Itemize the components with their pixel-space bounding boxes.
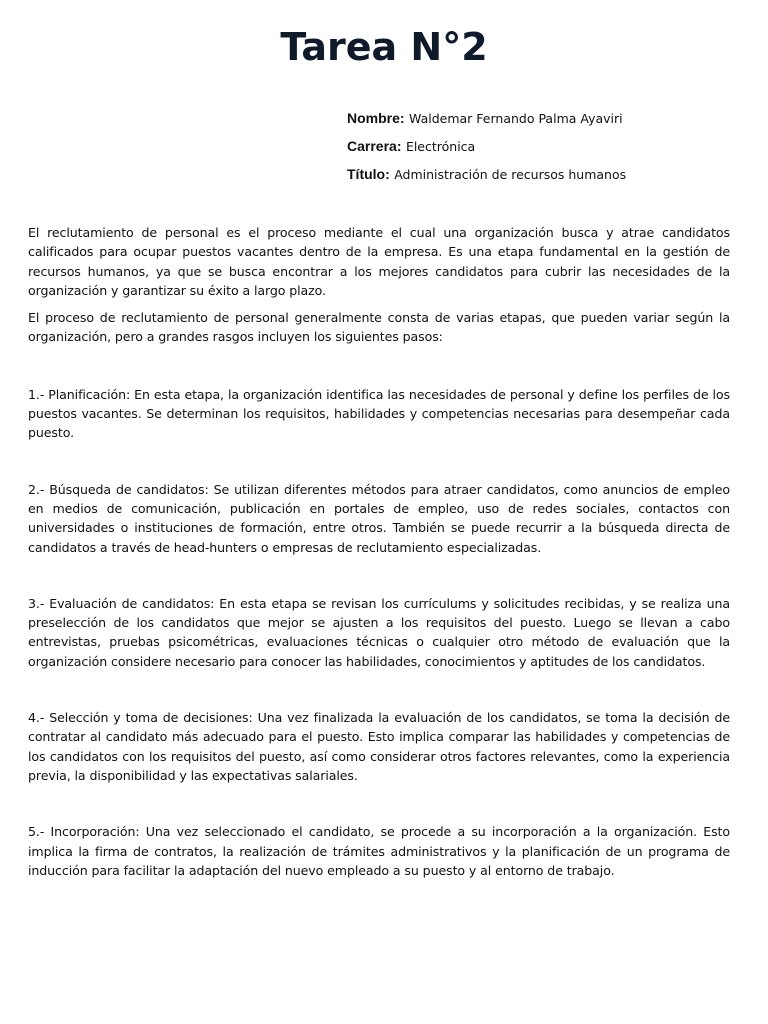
step-planificacion: 1.- Planificación: En esta etapa, la organización identifica las necesidades de personal y define los perfiles de los puestos vacantes. Se determinan los requisitos, habilidades y competencias necesarias para desempeñar cada puesto. <box>28 386 730 441</box>
carrera-row <box>347 136 747 164</box>
stages-paragraph: El proceso de reclutamiento de personal generalmente consta de varias etapas, que pueden variar según la organización, pero a grandes rasgos incluyen los siguientes pasos: <box>28 310 730 345</box>
student-info-block <box>347 108 747 192</box>
step-incorporacion: 5.- Incorporación: Una vez seleccionado el candidato, se procede a su incorporación a la organización. Esto implica la firma de contratos, la realización de trámites administrativos y la planificación de un programa de inducción para facilitar la adaptación del nuevo empleado a su puesto y al entorno de trabajo. <box>28 824 730 878</box>
step-evaluacion: 3.- Evaluación de candidatos: En esta etapa se revisan los currículums y solicitudes recibidas, y se realiza una preselección de los candidatos que mejor se ajusten a los requisitos del puesto. Luego se llevan a cabo entrevistas, pruebas psicométricas, evaluaciones técnicas o cualquier otro método de evaluación que la organización considere necesario para conocer las habilidades, conocimientos y aptitudes de los candidatos. <box>28 595 730 669</box>
nombre-value: Waldemar Fernando Palma Ayaviri <box>409 111 623 126</box>
nombre-row <box>347 108 747 136</box>
step-busqueda: 2.- Búsqueda de candidatos: Se utilizan diferentes métodos para atraer candidatos, como anuncios de empleo en medios de comunicación, publicación en portales de empleo, uso de redes sociales, contactos con universidades o instituciones de formación, entre otros. También se puede recurrir a la búsqueda directa de candidatos a través de head-hunters o empresas de reclutamiento especializadas. <box>28 481 730 555</box>
titulo-row <box>347 164 747 192</box>
carrera-label: Carrera: <box>347 138 402 154</box>
intro-paragraph: El reclutamiento de personal es el proceso mediante el cual una organización busca y atrae candidatos calificados para ocupar puestos vacantes dentro de la empresa. Es una etapa fundamental en la gestión de recursos humanos, ya que se busca encontrar a los mejores candidatos para cubrir las necesidades de la organización y garantizar su éxito a largo plazo. <box>28 225 730 298</box>
document-title: Tarea N°2 <box>280 25 488 69</box>
carrera-value: Electrónica <box>405 139 476 154</box>
nombre-label: Nombre: <box>347 110 405 126</box>
titulo-value: Administración de recursos humanos <box>394 167 627 182</box>
step-seleccion: 4.- Selección y toma de decisiones: Una vez finalizada la evaluación de los candidatos, se toma la decisión de contratar al candidato más adecuado para el puesto. Esto implica comparar las habilidades y competencias de los candidatos con los requisitos del puesto, así como considerar otros factores relevantes, como la experiencia previa, la disponibilidad y las expectativas salariales. <box>28 710 730 783</box>
titulo-label: Título: <box>347 166 390 182</box>
document-body <box>28 223 730 880</box>
